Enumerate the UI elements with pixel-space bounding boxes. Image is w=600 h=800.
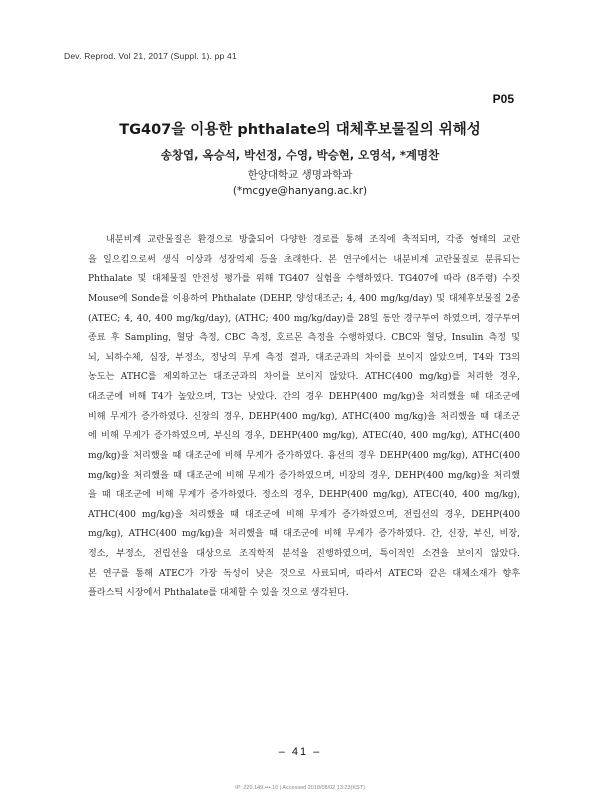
author-list: 송창엽, 옥승석, 박선정, 수영, 박승현, 오영석, *계명찬 — [160, 148, 440, 162]
abstract-line: mg/kg), ATHC(400 mg/kg)을 처리했을 때 대조군에 비해 무게가 증가하였다. 간, 신장, 부신, 비장, — [88, 529, 520, 540]
journal-reference: Dev. Reprod. Vol 21, 2017 (Suppl. 1). pp 41 — [64, 51, 237, 61]
abstract-line: mg/kg)을 처리했을 때 대조군에 비해 무게가 증가하였으며, 비장의 경우, DEHP(400 mg/kg)을 처리했 — [88, 470, 520, 481]
abstract-line: 본 연구를 통해 ATEC가 가장 독성이 낮은 것으로 사료되며, 따라서 ATEC와 같은 대체소재가 향후 — [88, 568, 520, 579]
abstract-line: 정소, 부정소, 전립선을 대상으로 조직학적 분석을 진행하였으며, 특이적인 소견을 보이지 않았다. — [88, 549, 520, 559]
abstract-line: 을 때 대조군에 비해 무게가 증가하였다. 정소의 경우, DEHP(400 mg/kg), ATEC(40, 400 mg/kg), — [88, 490, 520, 501]
abstract-line: Mouse에 Sonde를 이용하여 Phthalate (DEHP, 양성대조군; 4, 400 mg/kg/day) 및 대체후보물질 2종 — [88, 293, 520, 304]
poster-code: P05 — [492, 92, 514, 106]
abstract-line: 농도는 ATHC를 제외하고는 대조군과의 차이를 보이지 않았다. ATHC(400 mg/kg)를 처리한 경우, — [88, 372, 520, 383]
abstract-line: mg/kg)을 처리했을 때 대조군에 비해 무게가 증가하였다. 흉선의 경우 DEHP(400 mg/kg), ATHC(400 — [88, 450, 520, 461]
paper-title: TG407을 이용한 phthalate의 대체후보물질의 위해성 — [119, 122, 481, 138]
affiliation: 한양대학교 생명과학과 — [247, 169, 353, 181]
abstract-line: 플라스틱 시장에서 Phthalate를 대체할 수 있을 것으로 생각된다. — [88, 588, 349, 599]
abstract-line: 내분비계 교란물질은 환경으로 방출되어 다양한 경로를 통해 조직에 축적되며, 각종 형태의 교란 — [106, 235, 520, 245]
access-stamp: IP: 220.149.•••.10 | Accessed 2018/08/02 13:23(KST) — [235, 785, 365, 791]
abstract-line: 대조군에 비해 T4가 높았으며, T3는 낮았다. 간의 경우 DEHP(400 mg/kg)을 처리했을 때 대조군에 — [88, 392, 520, 402]
corresponding-email: (*mcgye@hanyang.ac.kr) — [232, 185, 368, 197]
abstract-line: 비해 무게가 증가하였다. 신장의 경우, DEHP(400 mg/kg), ATHC(400 mg/kg)을 처리했을 때 대조군 — [88, 411, 520, 422]
abstract-line: ATHC(400 mg/kg)을 처리했을 때 대조군에 비해 무게가 증가하였으며, 전립선의 경우, DEHP(400 — [88, 509, 520, 520]
abstract-line: 종료 후 Sampling, 혈당 측정, CBC 측정, 호르몬 측정을 수행하였다. CBC와 혈당, Insulin 측정 및 — [88, 333, 520, 344]
page-number: – 41 – — [278, 746, 322, 758]
abstract-line: Phthalate 및 대체물질 안전성 평가를 위해 TG407 실험을 수행하였다. TG407에 따라 (8주령) 수컷 — [88, 274, 520, 285]
abstract-line: 에 비해 무게가 증가하였으며, 부신의 경우, DEHP(400 mg/kg), ATEC(40, 400 mg/kg), ATHC(400 — [88, 431, 520, 442]
abstract-body — [88, 231, 520, 604]
abstract-line: (ATEC; 4, 40, 400 mg/kg/day), (ATHC; 400 mg/kg/day)를 28일 동안 경구투여 하였으며, 경구투여 — [88, 313, 520, 324]
abstract-line: 뇌, 뇌하수체, 심장, 부정소, 정낭의 무게 측정 결과, 대조군과의 차이를 보이지 않았으며, T4와 T3의 — [88, 352, 520, 363]
abstract-line: 을 일으킴으로써 생식 이상과 성장억제 등을 초래한다. 본 연구에서는 내분비계 교란물질로 분류되는 — [88, 254, 520, 265]
